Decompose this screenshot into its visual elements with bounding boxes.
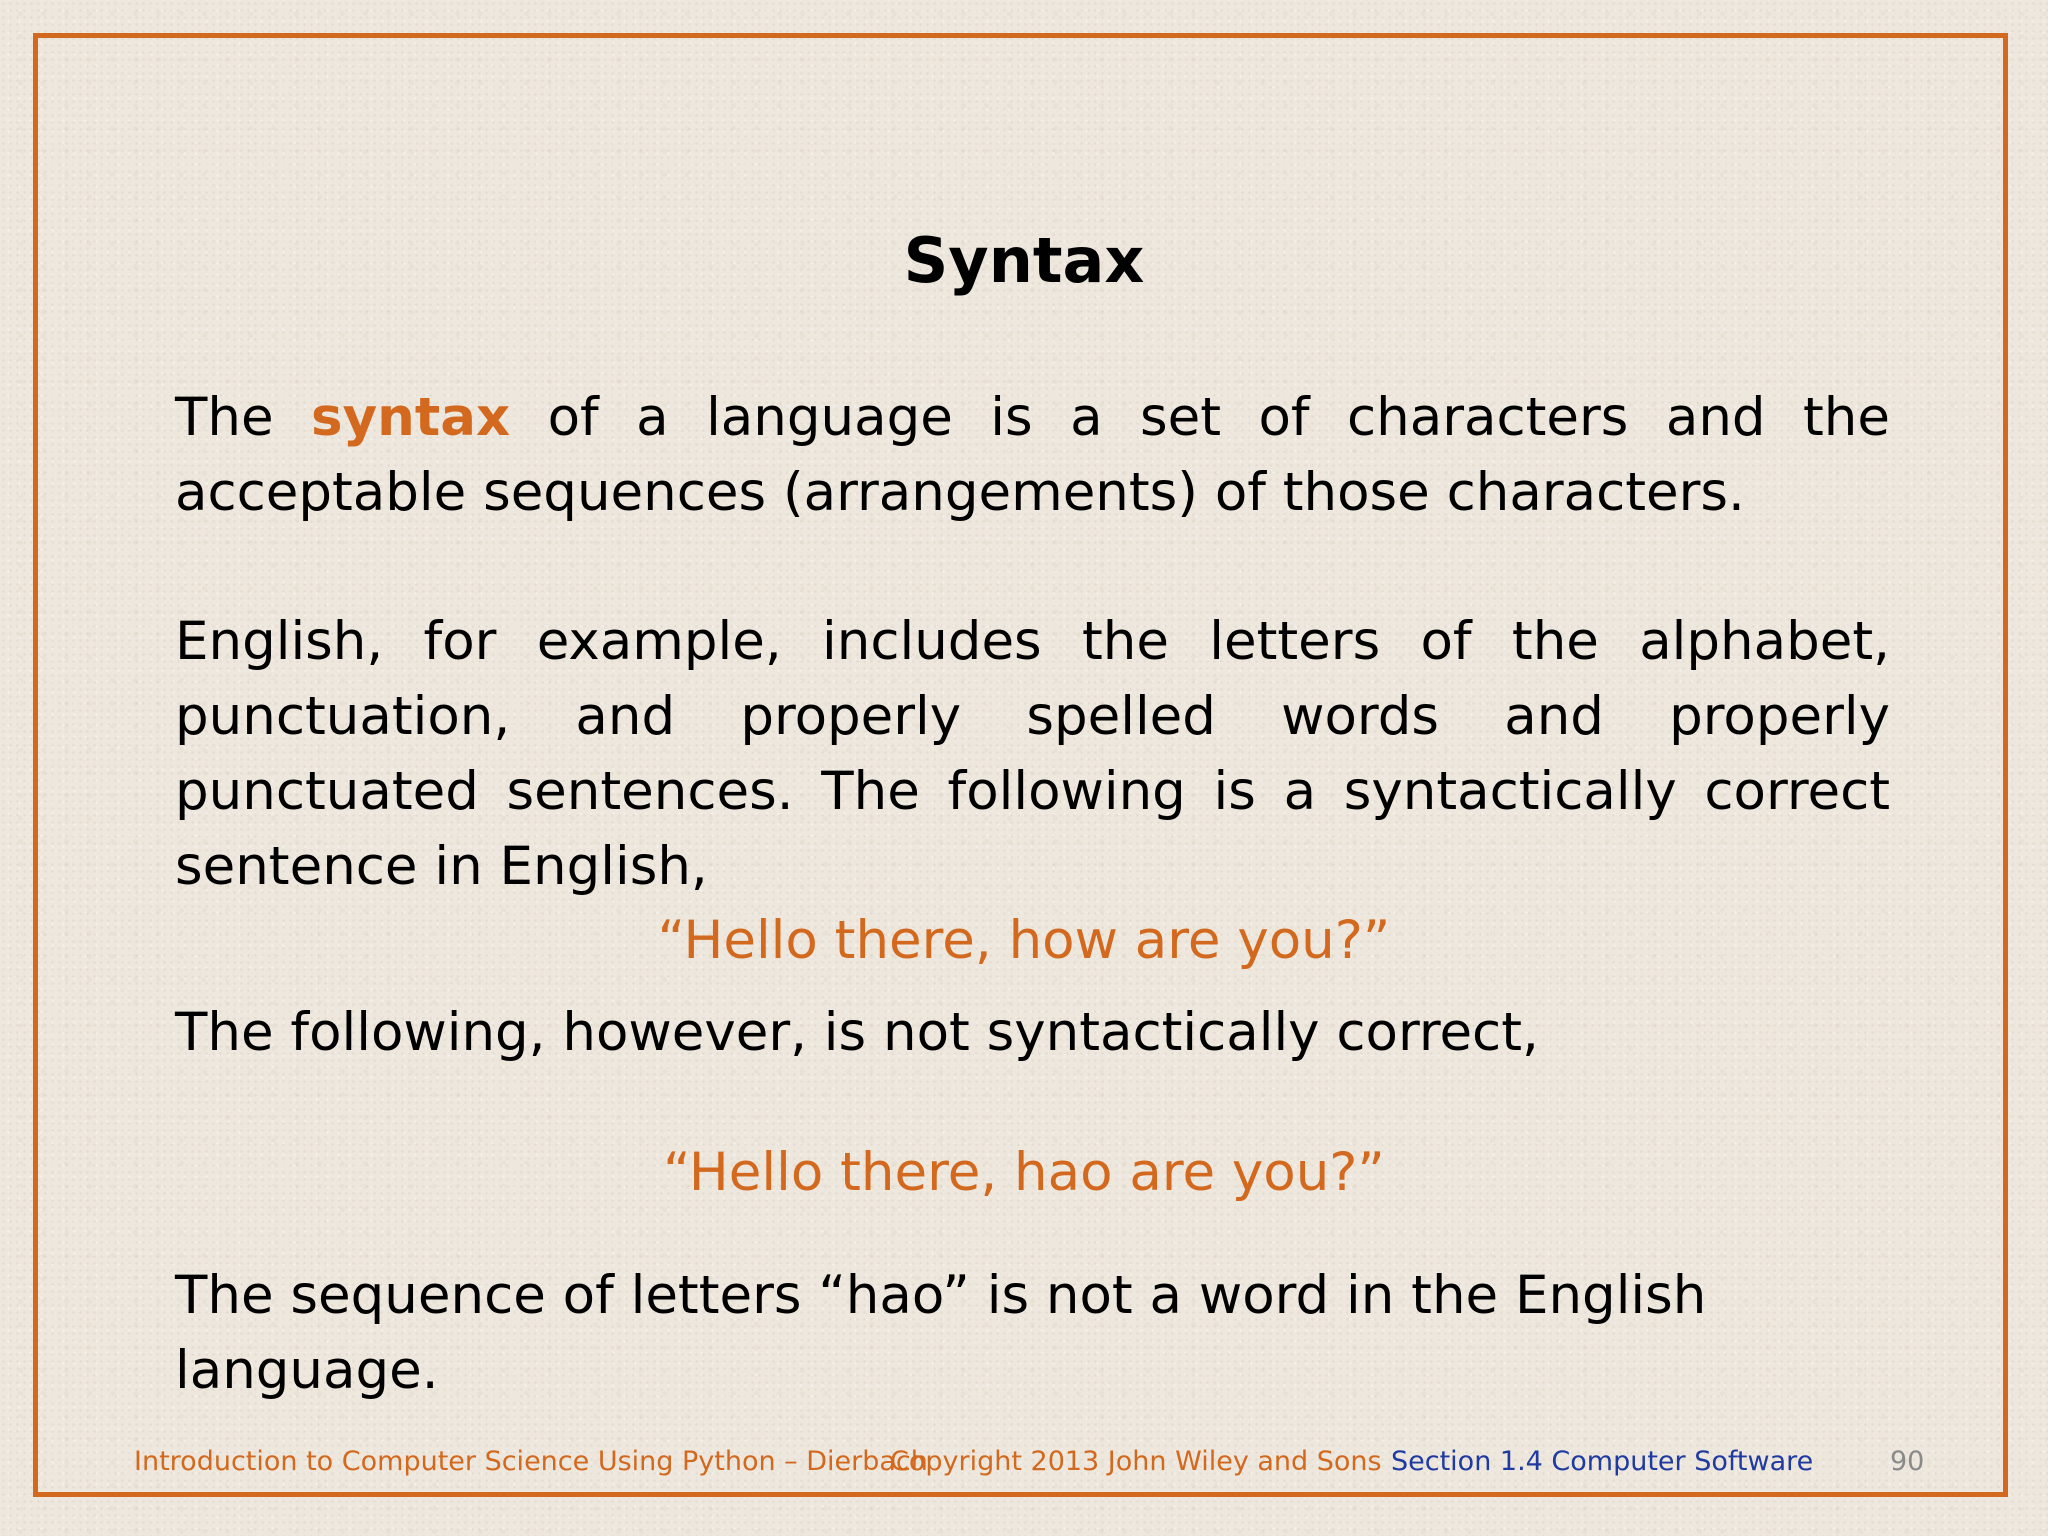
paragraph-english-example: English, for example, includes the letters of the alphabet, punctuation, and properly spelled words and properly punctuated sentences. The following is a syntactically correct sentence in English,	[175, 611, 1890, 897]
definition-lead: The	[175, 387, 312, 448]
slide-title: Syntax	[903, 224, 1145, 297]
quote-correct-sentence: “Hello there, how are you?”	[657, 910, 1391, 971]
footer-page-number: 90	[1890, 1446, 1925, 1477]
definition-rest: of a language is a set of characters and the acceptable sequences (arrangements) of those characters.	[175, 387, 1890, 523]
footer-book-title: Introduction to Computer Science Using Python – Dierbach	[134, 1446, 928, 1477]
paragraph-not-correct: The following, however, is not syntactically correct,	[175, 1002, 1539, 1063]
quote-incorrect-sentence: “Hello there, hao are you?”	[663, 1142, 1385, 1203]
paragraph-definition	[175, 380, 1890, 530]
paragraph-conclusion: The sequence of letters “hao” is not a word in the English language.	[175, 1265, 1707, 1401]
footer-copyright: Copyright 2013 John Wiley and Sons	[890, 1446, 1382, 1477]
footer-section: Section 1.4 Computer Software	[1391, 1446, 1814, 1477]
highlighted-term: syntax	[311, 387, 511, 448]
